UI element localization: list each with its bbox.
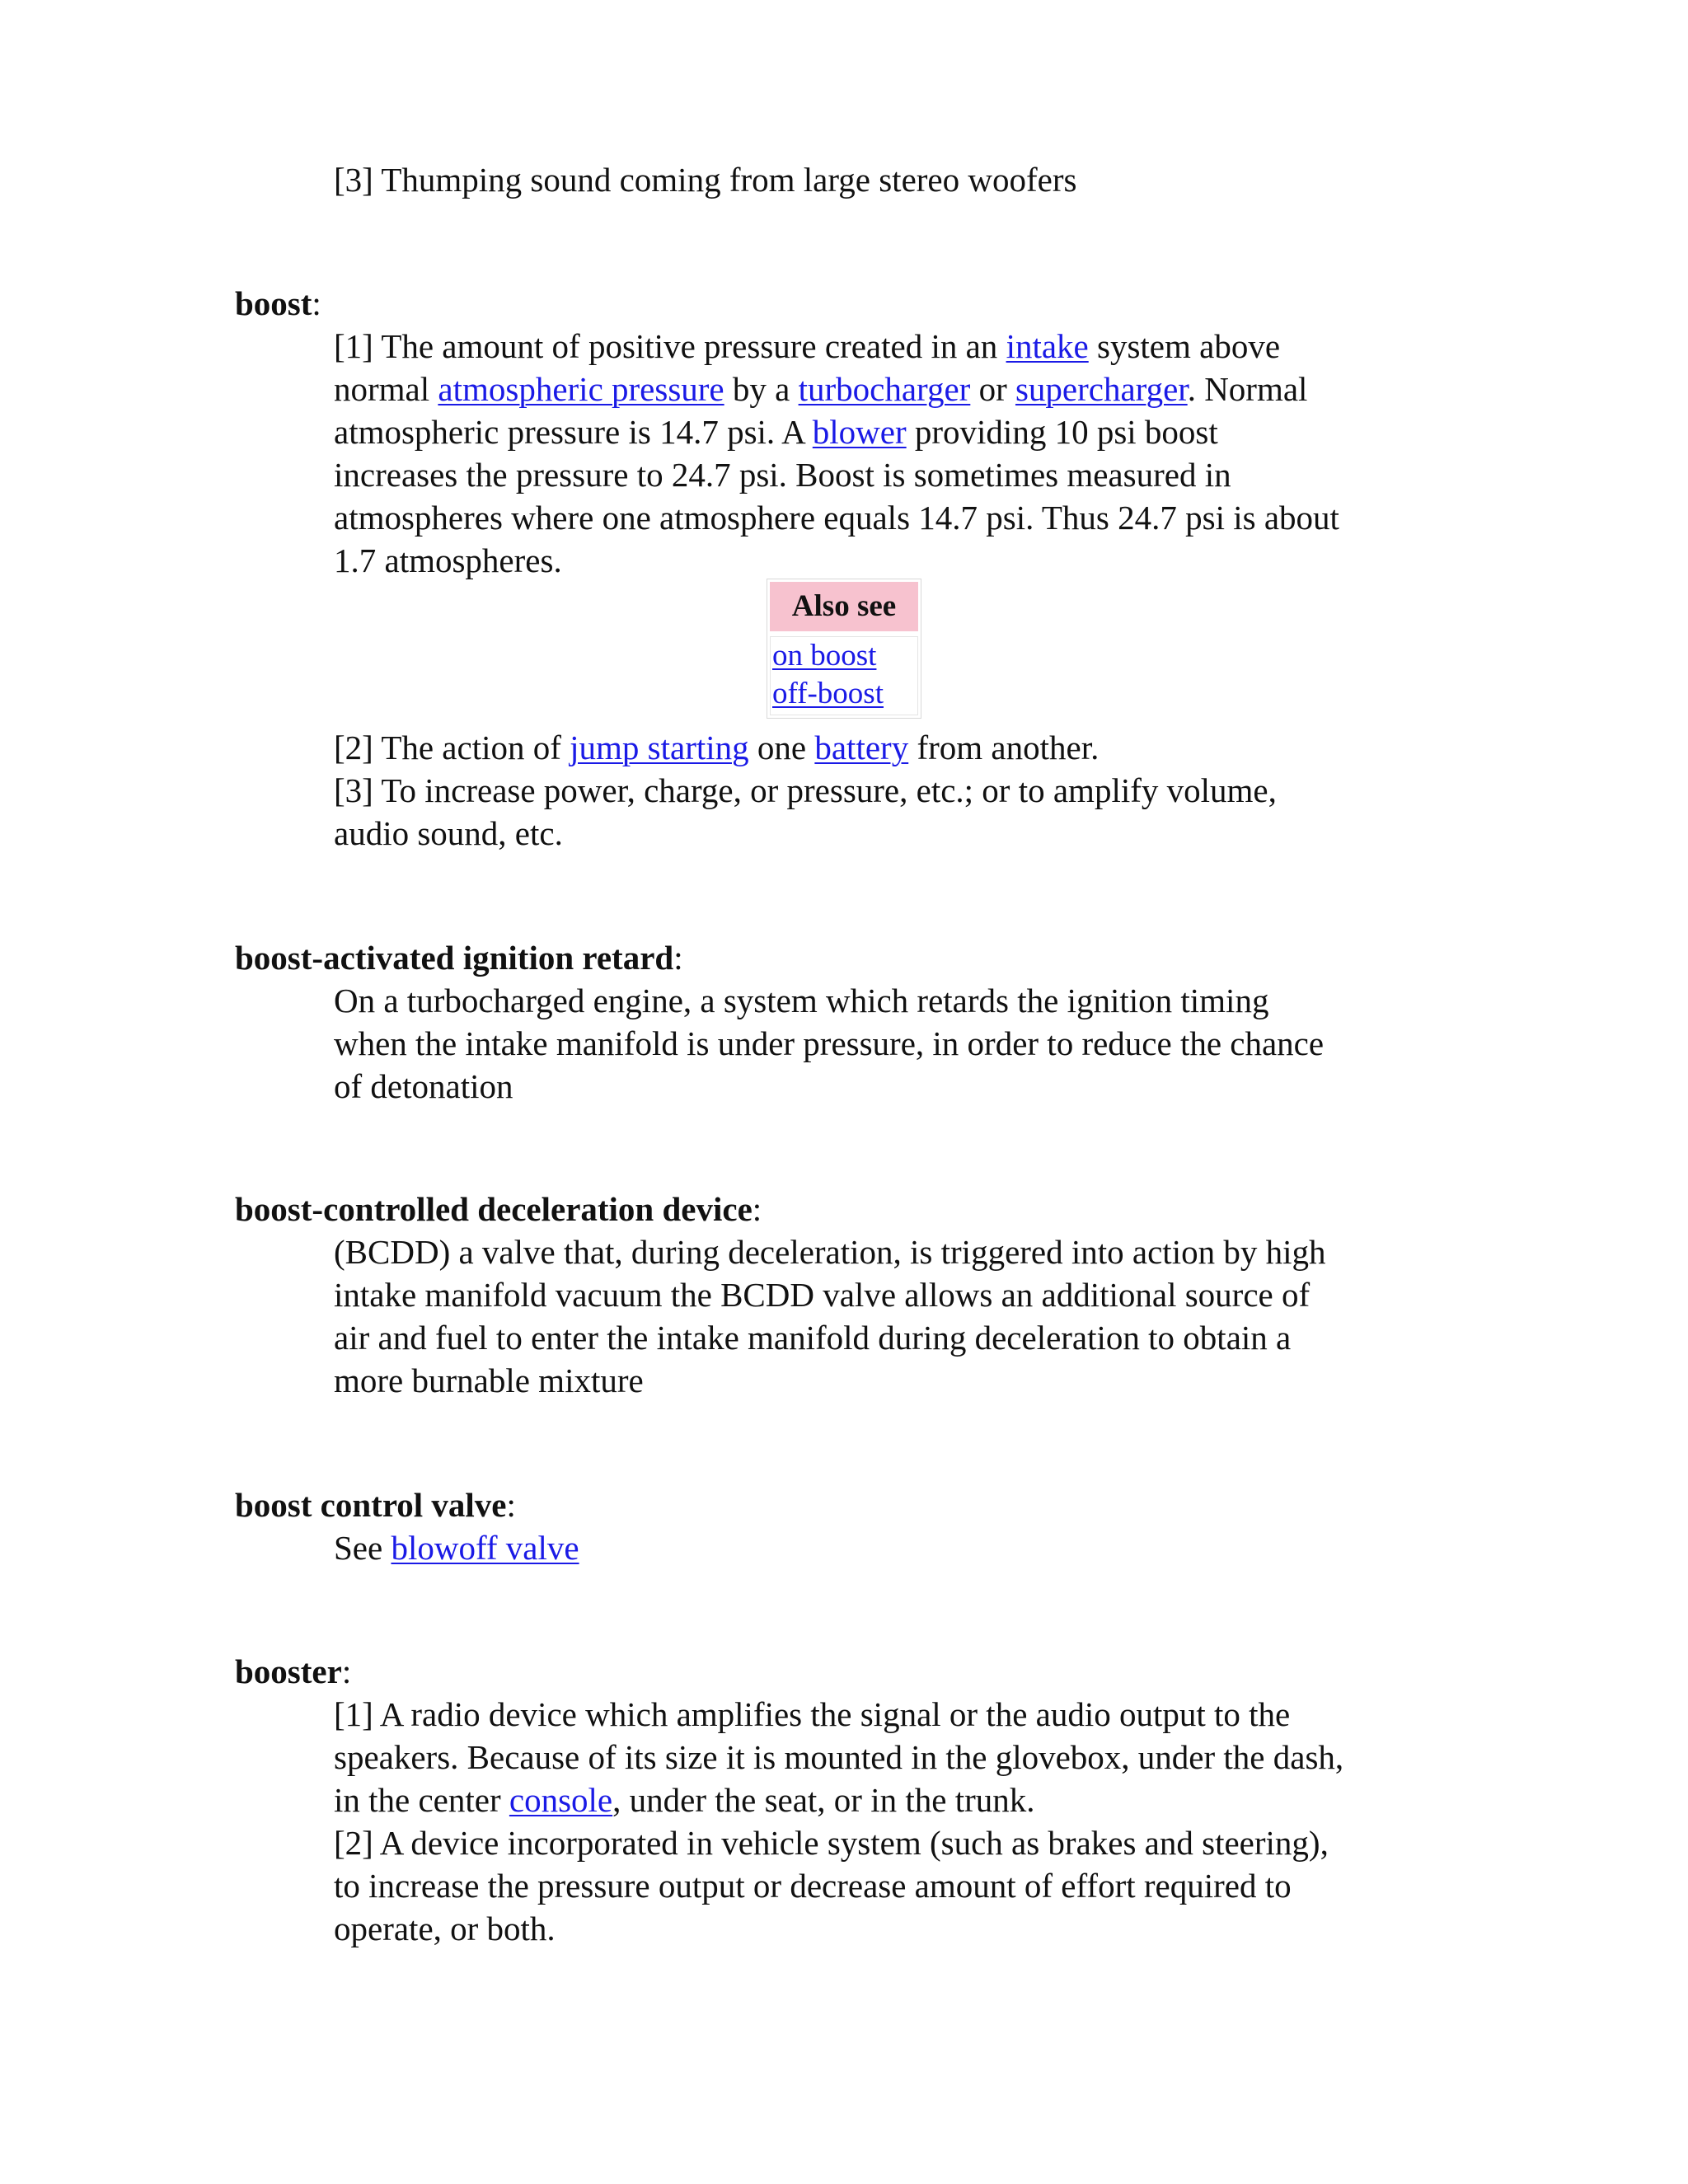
text: from another.	[908, 729, 1100, 766]
def-line: when the intake manifold is under pressure, in order to reduce the chance	[334, 1024, 1325, 1062]
also-see-heading: Also see	[770, 582, 918, 631]
also-see-list	[770, 636, 918, 715]
def-line: [3] To increase power, charge, or pressure, etc.; or to amplify volume,	[334, 771, 1277, 809]
term-boost-control-valve	[235, 1483, 516, 1526]
link-supercharger[interactable]: supercharger	[1015, 370, 1188, 408]
def-line	[334, 726, 1455, 769]
def-line: 1.7 atmospheres.	[334, 541, 562, 579]
booster-definition	[334, 1693, 1455, 1950]
link-battery[interactable]: battery	[814, 729, 909, 766]
def-line: more burnable mixture	[334, 1361, 644, 1399]
text: system above	[1088, 327, 1281, 365]
def-line	[334, 1779, 1455, 1821]
term-colon: :	[312, 284, 321, 322]
text: , under the seat, or in the trunk.	[612, 1781, 1035, 1819]
link-atmospheric-pressure[interactable]: atmospheric pressure	[438, 370, 724, 408]
boost-controlled-definition	[334, 1230, 1455, 1402]
term-booster	[235, 1650, 351, 1693]
boost-definition-2-3	[334, 726, 1455, 855]
def-line: atmospheres where one atmosphere equals 14.7 psi. Thus 24.7 psi is about	[334, 499, 1339, 537]
text: atmospheric pressure is 14.7 psi. A	[334, 413, 813, 451]
def-line: [1] A radio device which amplifies the signal or the audio output to the	[334, 1695, 1291, 1733]
term-colon: :	[341, 1652, 352, 1690]
text: [2] The action of	[334, 729, 570, 766]
term-boost-controlled-deceleration-device	[235, 1188, 762, 1230]
term-boost-activated-ignition-retard	[235, 936, 683, 979]
text: by a	[724, 370, 799, 408]
also-see-box	[767, 579, 921, 719]
text: See	[334, 1529, 392, 1567]
link-console[interactable]: console	[509, 1781, 613, 1819]
def-line	[334, 1526, 1455, 1569]
def-line: operate, or both.	[334, 1910, 556, 1947]
def-line: air and fuel to enter the intake manifold during deceleration to obtain a	[334, 1319, 1292, 1357]
link-blower[interactable]: blower	[812, 413, 907, 451]
text: one	[748, 729, 815, 766]
link-blowoff-valve[interactable]: blowoff valve	[391, 1529, 579, 1567]
link-jump-starting[interactable]: jump starting	[570, 729, 749, 766]
text: providing 10 psi boost	[906, 413, 1218, 451]
term-label: boost-activated ignition retard	[235, 939, 674, 977]
link-on-boost[interactable]: on boost	[772, 639, 877, 673]
def-line	[334, 368, 1455, 410]
link-intake[interactable]: intake	[1006, 327, 1089, 365]
prev-entry-line: [3] Thumping sound coming from large stereo woofers	[334, 161, 1077, 199]
def-line: speakers. Because of its size it is mounted in the glovebox, under the dash,	[334, 1738, 1344, 1776]
def-line	[334, 410, 1455, 453]
def-line: (BCDD) a valve that, during deceleration, is triggered into action by high	[334, 1233, 1326, 1271]
text: normal	[334, 370, 438, 408]
def-line: intake manifold vacuum the BCDD valve allows an additional source of	[334, 1276, 1311, 1314]
term-label: boost-controlled deceleration device	[235, 1190, 753, 1228]
text: [1] The amount of positive pressure created in an	[334, 327, 1006, 365]
def-line: [2] A device incorporated in vehicle system (such as brakes and steering),	[334, 1824, 1329, 1862]
boost-definition-1	[334, 325, 1455, 582]
def-line	[334, 325, 1455, 368]
text: or	[970, 370, 1015, 408]
boost-activated-definition	[334, 979, 1455, 1108]
text: . Normal	[1187, 370, 1308, 408]
term-colon: :	[506, 1486, 516, 1524]
term-label: booster	[235, 1652, 342, 1690]
term-boost	[235, 282, 321, 325]
link-off-boost[interactable]: off-boost	[772, 677, 884, 710]
boost-control-valve-definition	[334, 1526, 1455, 1569]
text: in the center	[334, 1781, 509, 1819]
def-line: of detonation	[334, 1067, 513, 1105]
term-colon: :	[752, 1190, 762, 1228]
def-line: audio sound, etc.	[334, 814, 563, 852]
def-line: On a turbocharged engine, a system which retards the ignition timing	[334, 982, 1269, 1019]
def-line: to increase the pressure output or decrease amount of effort required to	[334, 1867, 1292, 1905]
term-label: boost control valve	[235, 1486, 507, 1524]
prev-entry-definition	[334, 158, 1455, 201]
link-turbocharger[interactable]: turbocharger	[798, 370, 971, 408]
term-label: boost	[235, 284, 312, 322]
def-line: increases the pressure to 24.7 psi. Boost is sometimes measured in	[334, 456, 1231, 494]
term-colon: :	[673, 939, 683, 977]
